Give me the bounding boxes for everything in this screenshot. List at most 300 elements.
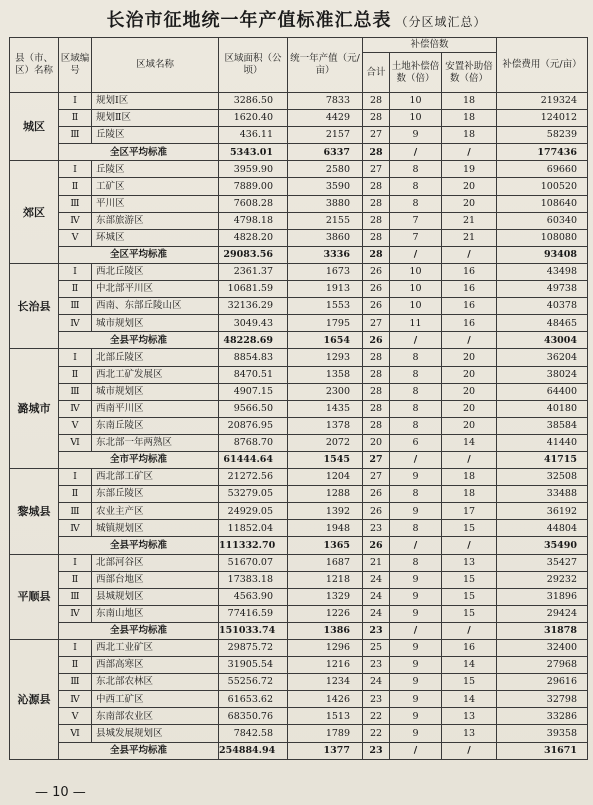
average-area: 5343.01 bbox=[219, 144, 288, 161]
multiplier-total: 27 bbox=[363, 161, 390, 178]
annual-value: 1553 bbox=[288, 298, 363, 315]
zone-area: 3959.90 bbox=[219, 161, 288, 178]
compensation-fee: 29424 bbox=[497, 605, 588, 622]
land-multiplier: 8 bbox=[390, 486, 442, 503]
annual-value: 1234 bbox=[288, 674, 363, 691]
land-multiplier: 7 bbox=[390, 229, 442, 246]
zone-code: Ⅳ bbox=[59, 605, 92, 622]
multiplier-total: 28 bbox=[363, 349, 390, 366]
zone-code: Ⅱ bbox=[59, 657, 92, 674]
zone-code: Ⅱ bbox=[59, 281, 92, 298]
table-row bbox=[10, 417, 588, 434]
resettle-multiplier: 15 bbox=[442, 571, 497, 588]
resettle-multiplier: 16 bbox=[442, 315, 497, 332]
zone-area: 3049.43 bbox=[219, 315, 288, 332]
average-row bbox=[10, 144, 588, 161]
table-row bbox=[10, 366, 588, 383]
zone-area: 21272.56 bbox=[219, 469, 288, 486]
zone-code: Ⅵ bbox=[59, 434, 92, 451]
zone-area: 3286.50 bbox=[219, 93, 288, 110]
zone-name: 东南部农业区 bbox=[92, 708, 219, 725]
title-text: 长治市征地统一年产值标准汇总表 bbox=[106, 10, 392, 31]
zone-name: 城镇规划区 bbox=[92, 520, 219, 537]
table-row bbox=[10, 554, 588, 571]
compensation-fee: 43498 bbox=[497, 263, 588, 280]
zone-area: 29875.72 bbox=[219, 640, 288, 657]
table-row bbox=[10, 708, 588, 725]
header-row-1 bbox=[10, 38, 588, 53]
resettle-multiplier: 21 bbox=[442, 212, 497, 229]
table-row bbox=[10, 195, 588, 212]
average-row bbox=[10, 537, 588, 554]
resettle-multiplier: 18 bbox=[442, 110, 497, 127]
multiplier-total: 23 bbox=[363, 657, 390, 674]
zone-code: Ⅱ bbox=[59, 178, 92, 195]
zone-area: 4798.18 bbox=[219, 212, 288, 229]
average-fee: 31878 bbox=[497, 622, 588, 639]
average-fee: 43004 bbox=[497, 332, 588, 349]
zone-code: Ⅲ bbox=[59, 195, 92, 212]
multiplier-total: 28 bbox=[363, 110, 390, 127]
average-value: 1545 bbox=[288, 451, 363, 468]
resettle-multiplier: 17 bbox=[442, 503, 497, 520]
land-multiplier: 8 bbox=[390, 178, 442, 195]
table-row bbox=[10, 127, 588, 144]
average-row bbox=[10, 622, 588, 639]
average-fee: 35490 bbox=[497, 537, 588, 554]
zone-area: 53279.05 bbox=[219, 486, 288, 503]
multiplier-total: 28 bbox=[363, 383, 390, 400]
multiplier-total: 27 bbox=[363, 469, 390, 486]
zone-name: 规划Ⅰ区 bbox=[92, 93, 219, 110]
average-area: 61444.64 bbox=[219, 451, 288, 468]
resettle-multiplier: 16 bbox=[442, 298, 497, 315]
compensation-fee: 33286 bbox=[497, 708, 588, 725]
resettle-multiplier: 18 bbox=[442, 127, 497, 144]
average-resettle: / bbox=[442, 622, 497, 639]
zone-name: 东南丘陵区 bbox=[92, 417, 219, 434]
annual-value: 1358 bbox=[288, 366, 363, 383]
zone-code: Ⅲ bbox=[59, 674, 92, 691]
resettle-multiplier: 13 bbox=[442, 554, 497, 571]
county-name: 黎城县 bbox=[10, 469, 59, 554]
average-label: 全区平均标准 bbox=[59, 144, 219, 161]
zone-code: Ⅰ bbox=[59, 469, 92, 486]
zone-area: 8854.83 bbox=[219, 349, 288, 366]
zone-area: 9566.50 bbox=[219, 400, 288, 417]
annual-value: 1913 bbox=[288, 281, 363, 298]
zone-code: Ⅵ bbox=[59, 725, 92, 742]
resettle-multiplier: 20 bbox=[442, 383, 497, 400]
average-fee: 93408 bbox=[497, 246, 588, 263]
annual-value: 1948 bbox=[288, 520, 363, 537]
table-row bbox=[10, 93, 588, 110]
average-resettle: / bbox=[442, 537, 497, 554]
average-total: 28 bbox=[363, 246, 390, 263]
zone-name: 东北部农林区 bbox=[92, 674, 219, 691]
zone-name: 东部旅游区 bbox=[92, 212, 219, 229]
annual-value: 2157 bbox=[288, 127, 363, 144]
annual-value: 1378 bbox=[288, 417, 363, 434]
table-row bbox=[10, 400, 588, 417]
compensation-fee: 69660 bbox=[497, 161, 588, 178]
annual-value: 1392 bbox=[288, 503, 363, 520]
average-label: 全县平均标准 bbox=[59, 537, 219, 554]
land-multiplier: 6 bbox=[390, 434, 442, 451]
county-name: 长治县 bbox=[10, 263, 59, 348]
table-row bbox=[10, 298, 588, 315]
zone-code: Ⅰ bbox=[59, 554, 92, 571]
average-land: / bbox=[390, 451, 442, 468]
annual-value: 1673 bbox=[288, 263, 363, 280]
zone-name: 北部河谷区 bbox=[92, 554, 219, 571]
average-value: 1386 bbox=[288, 622, 363, 639]
zone-code: Ⅰ bbox=[59, 93, 92, 110]
multiplier-total: 28 bbox=[363, 417, 390, 434]
annual-value: 1204 bbox=[288, 469, 363, 486]
land-multiplier: 8 bbox=[390, 554, 442, 571]
multiplier-total: 26 bbox=[363, 503, 390, 520]
zone-area: 10681.59 bbox=[219, 281, 288, 298]
zone-name: 规划Ⅱ区 bbox=[92, 110, 219, 127]
compensation-fee: 36204 bbox=[497, 349, 588, 366]
zone-name: 城市规划区 bbox=[92, 383, 219, 400]
zone-area: 4828.20 bbox=[219, 229, 288, 246]
annual-value: 1216 bbox=[288, 657, 363, 674]
multiplier-total: 24 bbox=[363, 571, 390, 588]
land-multiplier: 9 bbox=[390, 708, 442, 725]
zone-area: 436.11 bbox=[219, 127, 288, 144]
zone-area: 7889.00 bbox=[219, 178, 288, 195]
multiplier-total: 28 bbox=[363, 93, 390, 110]
annual-value: 1226 bbox=[288, 605, 363, 622]
compensation-fee: 219324 bbox=[497, 93, 588, 110]
multiplier-total: 27 bbox=[363, 315, 390, 332]
resettle-multiplier: 15 bbox=[442, 588, 497, 605]
average-row bbox=[10, 742, 588, 759]
compensation-fee: 39358 bbox=[497, 725, 588, 742]
multiplier-total: 27 bbox=[363, 127, 390, 144]
zone-name: 西部台地区 bbox=[92, 571, 219, 588]
annual-value: 4429 bbox=[288, 110, 363, 127]
annual-value: 1296 bbox=[288, 640, 363, 657]
header-county: 县（市、区）名称 bbox=[10, 38, 59, 93]
table-row bbox=[10, 503, 588, 520]
header-total: 合计 bbox=[363, 53, 390, 93]
multiplier-total: 22 bbox=[363, 708, 390, 725]
zone-code: Ⅰ bbox=[59, 640, 92, 657]
zone-name: 丘陵区 bbox=[92, 161, 219, 178]
zone-code: Ⅱ bbox=[59, 366, 92, 383]
zone-code: Ⅴ bbox=[59, 708, 92, 725]
land-multiplier: 8 bbox=[390, 417, 442, 434]
resettle-multiplier: 20 bbox=[442, 400, 497, 417]
zone-area: 51670.07 bbox=[219, 554, 288, 571]
annual-value: 2155 bbox=[288, 212, 363, 229]
average-area: 151033.74 bbox=[219, 622, 288, 639]
average-total: 26 bbox=[363, 332, 390, 349]
zone-area: 55256.72 bbox=[219, 674, 288, 691]
compensation-fee: 44804 bbox=[497, 520, 588, 537]
land-multiplier: 9 bbox=[390, 503, 442, 520]
land-multiplier: 9 bbox=[390, 657, 442, 674]
zone-name: 中北部平川区 bbox=[92, 281, 219, 298]
land-multiplier: 8 bbox=[390, 520, 442, 537]
average-land: / bbox=[390, 622, 442, 639]
table-row bbox=[10, 263, 588, 280]
multiplier-total: 26 bbox=[363, 281, 390, 298]
zone-name: 北部丘陵区 bbox=[92, 349, 219, 366]
average-label: 全县平均标准 bbox=[59, 622, 219, 639]
zone-name: 东北部一年两熟区 bbox=[92, 434, 219, 451]
land-multiplier: 9 bbox=[390, 605, 442, 622]
land-multiplier: 8 bbox=[390, 349, 442, 366]
compensation-fee: 32508 bbox=[497, 469, 588, 486]
multiplier-total: 25 bbox=[363, 640, 390, 657]
zone-code: Ⅲ bbox=[59, 588, 92, 605]
annual-value: 1435 bbox=[288, 400, 363, 417]
compensation-fee: 29616 bbox=[497, 674, 588, 691]
table-row bbox=[10, 691, 588, 708]
zone-area: 77416.59 bbox=[219, 605, 288, 622]
average-land: / bbox=[390, 332, 442, 349]
annual-value: 1513 bbox=[288, 708, 363, 725]
zone-code: Ⅲ bbox=[59, 127, 92, 144]
average-fee: 41715 bbox=[497, 451, 588, 468]
resettle-multiplier: 16 bbox=[442, 640, 497, 657]
zone-name: 农业主产区 bbox=[92, 503, 219, 520]
average-area: 29083.56 bbox=[219, 246, 288, 263]
multiplier-total: 21 bbox=[363, 554, 390, 571]
zone-code: Ⅳ bbox=[59, 520, 92, 537]
zone-area: 61653.62 bbox=[219, 691, 288, 708]
compensation-fee: 27968 bbox=[497, 657, 588, 674]
resettle-multiplier: 15 bbox=[442, 605, 497, 622]
subtitle-text: （分区域汇总） bbox=[395, 15, 487, 29]
annual-value: 1288 bbox=[288, 486, 363, 503]
average-total: 26 bbox=[363, 537, 390, 554]
zone-name: 西北工矿发展区 bbox=[92, 366, 219, 383]
table-row bbox=[10, 229, 588, 246]
resettle-multiplier: 14 bbox=[442, 657, 497, 674]
average-row bbox=[10, 332, 588, 349]
zone-code: Ⅴ bbox=[59, 229, 92, 246]
zone-code: Ⅲ bbox=[59, 298, 92, 315]
average-value: 1377 bbox=[288, 742, 363, 759]
compensation-fee: 60340 bbox=[497, 212, 588, 229]
resettle-multiplier: 20 bbox=[442, 195, 497, 212]
zone-name: 丘陵区 bbox=[92, 127, 219, 144]
compensation-fee: 32798 bbox=[497, 691, 588, 708]
average-label: 全区平均标准 bbox=[59, 246, 219, 263]
zone-area: 32136.29 bbox=[219, 298, 288, 315]
zone-name: 西南平川区 bbox=[92, 400, 219, 417]
compensation-fee: 29232 bbox=[497, 571, 588, 588]
resettle-multiplier: 13 bbox=[442, 708, 497, 725]
resettle-multiplier: 16 bbox=[442, 281, 497, 298]
average-resettle: / bbox=[442, 144, 497, 161]
resettle-multiplier: 13 bbox=[442, 725, 497, 742]
average-area: 111332.70 bbox=[219, 537, 288, 554]
multiplier-total: 28 bbox=[363, 212, 390, 229]
average-fee: 31671 bbox=[497, 742, 588, 759]
county-name: 平顺县 bbox=[10, 554, 59, 639]
annual-value: 3880 bbox=[288, 195, 363, 212]
zone-code: Ⅱ bbox=[59, 571, 92, 588]
multiplier-total: 23 bbox=[363, 691, 390, 708]
resettle-multiplier: 20 bbox=[442, 366, 497, 383]
compensation-fee: 33488 bbox=[497, 486, 588, 503]
zone-name: 东部丘陵区 bbox=[92, 486, 219, 503]
land-multiplier: 8 bbox=[390, 383, 442, 400]
zone-name: 县城发展规划区 bbox=[92, 725, 219, 742]
resettle-multiplier: 18 bbox=[442, 93, 497, 110]
average-land: / bbox=[390, 246, 442, 263]
header-fee: 补偿费用（元/亩） bbox=[497, 38, 588, 93]
zone-area: 4563.90 bbox=[219, 588, 288, 605]
annual-value: 2072 bbox=[288, 434, 363, 451]
land-multiplier: 11 bbox=[390, 315, 442, 332]
resettle-multiplier: 14 bbox=[442, 691, 497, 708]
page-number: — 10 — bbox=[35, 785, 86, 800]
zone-name: 西北工业矿区 bbox=[92, 640, 219, 657]
zone-name: 东南山地区 bbox=[92, 605, 219, 622]
zone-code: Ⅰ bbox=[59, 349, 92, 366]
table-body bbox=[10, 93, 588, 760]
county-name: 潞城市 bbox=[10, 349, 59, 469]
zone-code: Ⅰ bbox=[59, 161, 92, 178]
zone-name: 西北部工矿区 bbox=[92, 469, 219, 486]
multiplier-total: 26 bbox=[363, 486, 390, 503]
multiplier-total: 28 bbox=[363, 229, 390, 246]
zone-area: 2361.37 bbox=[219, 263, 288, 280]
compensation-fee: 124012 bbox=[497, 110, 588, 127]
average-value: 3336 bbox=[288, 246, 363, 263]
table-row bbox=[10, 520, 588, 537]
average-resettle: / bbox=[442, 246, 497, 263]
header-value: 统一年产值（元/亩） bbox=[288, 38, 363, 93]
table-row bbox=[10, 110, 588, 127]
table-row bbox=[10, 605, 588, 622]
zone-name: 平川区 bbox=[92, 195, 219, 212]
average-land: / bbox=[390, 742, 442, 759]
zone-area: 20876.95 bbox=[219, 417, 288, 434]
average-area: 254884.94 bbox=[219, 742, 288, 759]
multiplier-total: 28 bbox=[363, 178, 390, 195]
annual-value: 7833 bbox=[288, 93, 363, 110]
compensation-fee: 31896 bbox=[497, 588, 588, 605]
zone-area: 8470.51 bbox=[219, 366, 288, 383]
document-title bbox=[0, 6, 593, 32]
zone-name: 环城区 bbox=[92, 229, 219, 246]
table-row bbox=[10, 281, 588, 298]
land-multiplier: 9 bbox=[390, 640, 442, 657]
land-multiplier: 9 bbox=[390, 588, 442, 605]
table-row bbox=[10, 349, 588, 366]
resettle-multiplier: 15 bbox=[442, 674, 497, 691]
average-label: 全县平均标准 bbox=[59, 742, 219, 759]
header-multiplier-group: 补偿倍数 bbox=[363, 38, 497, 53]
land-multiplier: 8 bbox=[390, 366, 442, 383]
compensation-fee: 49738 bbox=[497, 281, 588, 298]
compensation-fee: 32400 bbox=[497, 640, 588, 657]
land-multiplier: 7 bbox=[390, 212, 442, 229]
zone-name: 西部高寒区 bbox=[92, 657, 219, 674]
zone-code: Ⅳ bbox=[59, 315, 92, 332]
multiplier-total: 22 bbox=[363, 725, 390, 742]
average-resettle: / bbox=[442, 332, 497, 349]
resettle-multiplier: 19 bbox=[442, 161, 497, 178]
multiplier-total: 24 bbox=[363, 588, 390, 605]
county-name: 郊区 bbox=[10, 161, 59, 264]
table-row bbox=[10, 588, 588, 605]
zone-code: Ⅳ bbox=[59, 691, 92, 708]
resettle-multiplier: 16 bbox=[442, 263, 497, 280]
average-fee: 177436 bbox=[497, 144, 588, 161]
resettle-multiplier: 15 bbox=[442, 520, 497, 537]
compensation-fee: 64400 bbox=[497, 383, 588, 400]
resettle-multiplier: 20 bbox=[442, 178, 497, 195]
multiplier-total: 24 bbox=[363, 674, 390, 691]
land-multiplier: 8 bbox=[390, 161, 442, 178]
multiplier-total: 24 bbox=[363, 605, 390, 622]
multiplier-total: 20 bbox=[363, 434, 390, 451]
annual-value: 1218 bbox=[288, 571, 363, 588]
land-multiplier: 9 bbox=[390, 725, 442, 742]
table-row bbox=[10, 161, 588, 178]
zone-area: 7608.28 bbox=[219, 195, 288, 212]
annual-value: 1795 bbox=[288, 315, 363, 332]
land-multiplier: 10 bbox=[390, 110, 442, 127]
annual-value: 1426 bbox=[288, 691, 363, 708]
zone-name: 工矿区 bbox=[92, 178, 219, 195]
table-row bbox=[10, 657, 588, 674]
compensation-fee: 108640 bbox=[497, 195, 588, 212]
average-row bbox=[10, 246, 588, 263]
zone-code: Ⅲ bbox=[59, 503, 92, 520]
land-multiplier: 9 bbox=[390, 571, 442, 588]
land-multiplier: 9 bbox=[390, 127, 442, 144]
resettle-multiplier: 14 bbox=[442, 434, 497, 451]
average-resettle: / bbox=[442, 742, 497, 759]
average-value: 6337 bbox=[288, 144, 363, 161]
compensation-fee: 48465 bbox=[497, 315, 588, 332]
zone-area: 17383.18 bbox=[219, 571, 288, 588]
annual-value: 2300 bbox=[288, 383, 363, 400]
annual-value: 3860 bbox=[288, 229, 363, 246]
compensation-fee: 36192 bbox=[497, 503, 588, 520]
compensation-fee: 35427 bbox=[497, 554, 588, 571]
average-value: 1365 bbox=[288, 537, 363, 554]
land-multiplier: 9 bbox=[390, 469, 442, 486]
multiplier-total: 28 bbox=[363, 366, 390, 383]
multiplier-total: 26 bbox=[363, 263, 390, 280]
land-multiplier: 10 bbox=[390, 281, 442, 298]
average-row bbox=[10, 451, 588, 468]
table-row bbox=[10, 674, 588, 691]
average-land: / bbox=[390, 144, 442, 161]
compensation-fee: 41440 bbox=[497, 434, 588, 451]
table-row bbox=[10, 640, 588, 657]
average-total: 28 bbox=[363, 144, 390, 161]
land-multiplier: 10 bbox=[390, 263, 442, 280]
average-resettle: / bbox=[442, 451, 497, 468]
compensation-fee: 108080 bbox=[497, 229, 588, 246]
table-row bbox=[10, 486, 588, 503]
multiplier-total: 23 bbox=[363, 520, 390, 537]
standards-table bbox=[9, 37, 588, 760]
land-multiplier: 8 bbox=[390, 195, 442, 212]
